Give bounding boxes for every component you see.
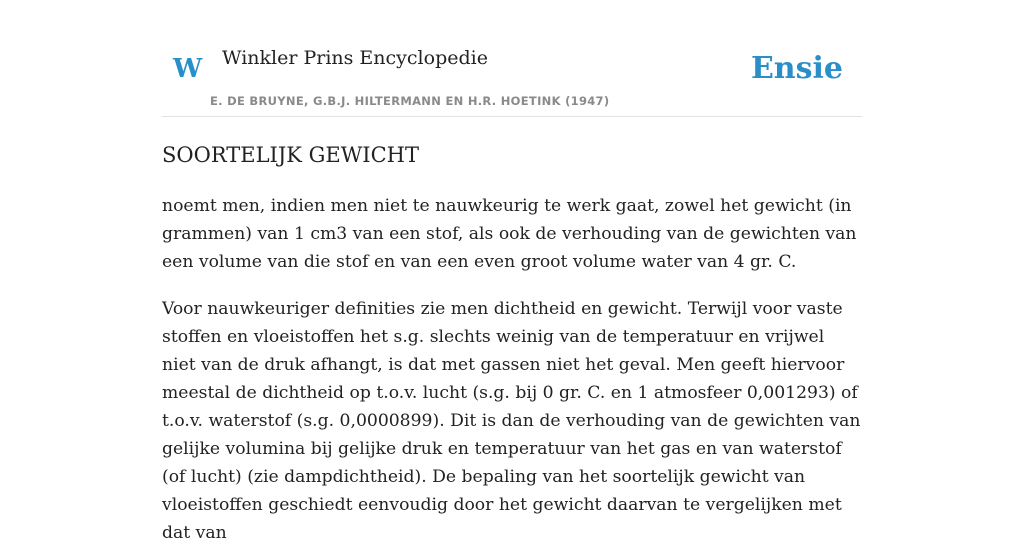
source-title[interactable]: Winkler Prins Encyclopedie [222, 47, 488, 69]
article-paragraph: noemt men, indien men niet te nauwkeurig te werk gaat, zowel het gewicht (in grammen) van 1 cm3 van een stof, als ook de verhouding van de gewichten van een volume van die stof en van een even groot volume water van 4 gr. C. [162, 196, 857, 272]
winkler-prins-logo[interactable]: W [173, 54, 203, 84]
article-content [162, 140, 862, 547]
source-authors: E. DE BRUYNE, G.B.J. HILTERMANN EN H.R. HOETINK (1947) [210, 94, 610, 108]
site-header [162, 0, 862, 117]
article-title: SOORTELIJK GEWICHT [162, 143, 419, 167]
ensie-logo[interactable]: Ensie [750, 51, 843, 86]
article-paragraph: Voor nauwkeuriger definities zie men dichtheid en gewicht. Terwijl voor vaste stoffen en vloeistoffen het s.g. slechts weinig van de temperatuur en vrijwel niet van de druk afhangt, is dat met gassen niet het geval. Men geeft hiervoor meestal de dichtheid op t.o.v. lucht (s.g. bij 0 gr. C. en 1 atmosfeer 0,001293) of t.o.v. waterstof (s.g. 0,0000899). Dit is dan de verhouding van de gewichten van gelijke volumina bij gelijke druk en temperatuur van het gas en van waterstof (of lucht) (zie dampdichtheid). De bepaling van het soortelijk gewicht van vloeistoffen geschiedt eenvoudig door het gewicht daarvan te vergelijken met dat van [162, 299, 861, 543]
